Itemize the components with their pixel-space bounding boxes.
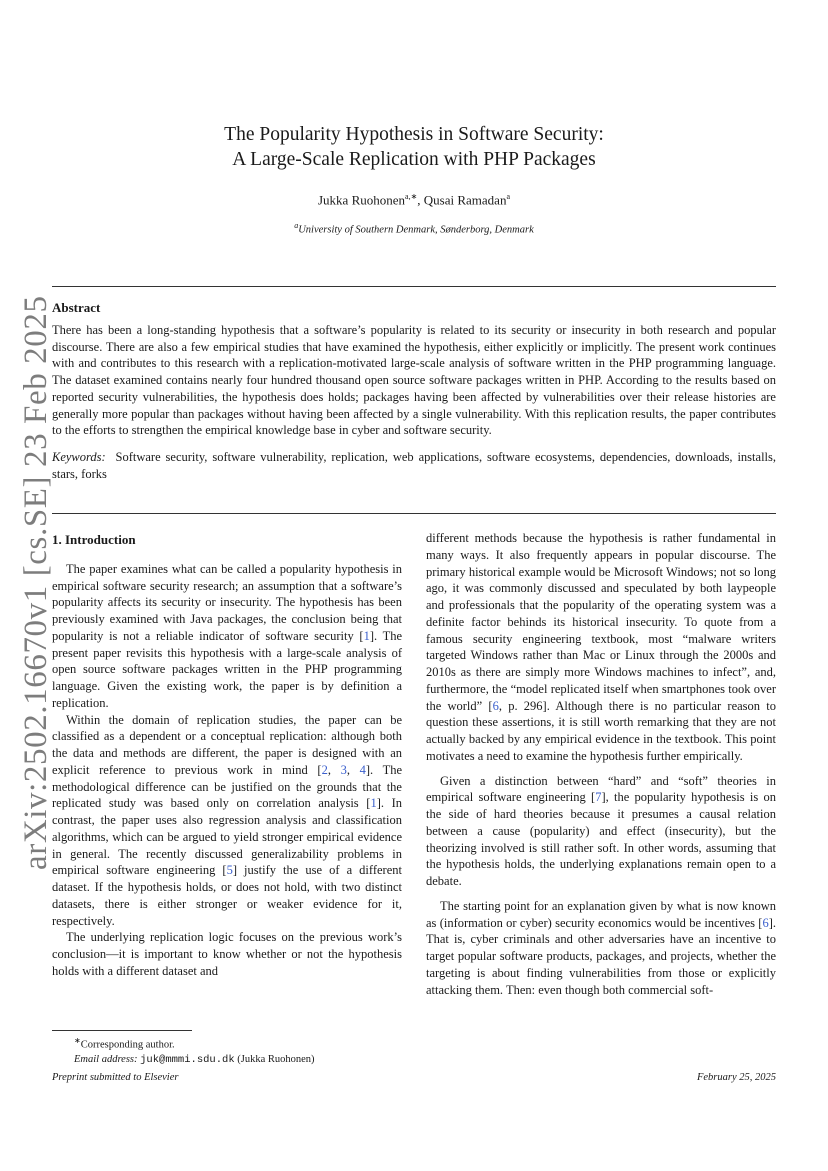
arxiv-identifier-stamp: arXiv:2502.16670v1 [cs.SE] 23 Feb 2025 [18, 295, 54, 870]
footer-date: February 25, 2025 [696, 1072, 776, 1083]
affiliation [52, 221, 776, 236]
citation-link[interactable]: 5 [226, 863, 233, 878]
citation-link[interactable]: 7 [595, 790, 602, 805]
paragraph: The underlying replication logic focuses on the previous work’s conclusion—it is important to know whether or not the hypothesis holds with a different dataset and [52, 930, 402, 978]
abstract-text: There has been a long-standing hypothesis that a software’s popularity is related to its security or insecurity in both research and popular discourse. There are also a few empirical studies that have examined the hypothesis, either explicitly or implicitly. The present work continues with and contributes to this research with a replication-motivated large-scale analysis of software written in the PHP programming language. The dataset examined contains nearly four hundred thousand open source software packages written in PHP. According to the results based on reported security vulnerabilities, the hypothesis does holds; packages having been affected by vulnerabilities over their release histories are generally more popular than packages without having been affected by a single vulnerability. With this replication results, the paper contributes to the efforts to strengthen the empirical knowledge base in cyber and software security. [52, 323, 776, 438]
author-name: Qusai Ramadan [423, 192, 507, 208]
affiliation-text: University of Southern Denmark, Sønderborg, Denmark [298, 224, 534, 236]
abstract [52, 300, 776, 482]
right-column [426, 530, 776, 998]
paragraph: The paper examines what can be called a popularity hypothesis in empirical software security research; an assumption that a software’s popularity affects its security or insecurity. The hypothesis has been previously examined with Java packages, the conclusion being that popularity is not a reliable indicator of software security [1]. The present paper revisits this hypothesis with a large-scale analysis of open source software packages written in the PHP programming language. Given the existing work, the paper is by definition a replication. [52, 561, 403, 710]
paragraph: Given a distinction between “hard” and “soft” theories in empirical software engineering [7], the popularity hypothesis is on the side of hard theories because it presumes a causal relation between a cause (popularity) and effect (insecurity), but the theorizing involved is still rather soft. In other words, assuming that the hypothesis holds, the underlying explanations remain open to a debate. [426, 773, 776, 888]
keywords-text: Software security, software vulnerability, replication, web applications, software ecosystems, dependencies, downloads, installs, stars, forks [52, 449, 777, 481]
affiliation-mark: a [294, 221, 299, 231]
title-block [52, 122, 776, 236]
footnote [52, 1030, 402, 1067]
footnote-mark: ∗ [74, 1036, 81, 1045]
paragraph: different methods because the hypothesis is rather fundamental in many ways. It also frequently appears in popular discourse. The primary historical example would be Microsoft Windows; not so long ago, it was commonly discussed and speculated by both laypeople and professionals that the popularity of the operating system was a definite factor behinds its historical insecurity. To quote from a famous security engineering textbook, most “malware writers targeted Windows rather than Mac or Linux through the 2000s and 2010s as there are simply more Windows machines to infect”, and, furthermore, the “model replicated itself when smartphones took over the world” [6, p. 296]. Although there is no particular reason to question these assertions, it is still worth remarking that they are not actually backed by any empirical evidence in the textbook. This point motivates a need to examine the hypothesis further empirically. [426, 531, 776, 763]
paragraph: Within the domain of replication studies, the paper can be classified as a dependent or a conceptual replication: although both the data and methods are different, the paper is designed with an explicit reference to previous work in mind [2, 3, 4]. The methodological difference can be justified on the grounds that the replicated study was based only on correlation analysis [1]. In contrast, the paper uses also regression analysis and classification algorithms, which can be argued to yield stronger empirical evidence in general. The recently discussed generalizability problems in empirical software engineering [5] justify the use of a different dataset. If the hypothesis holds, or does not hold, with two distinct datasets, there is either stronger or weaker evidence for it, respectively. [52, 712, 403, 928]
footnote-text: Corresponding author. [80, 1039, 175, 1051]
keywords-label: Keywords: [52, 449, 106, 464]
email-owner: (Jukka Ruohonen) [234, 1053, 315, 1065]
footnote-email [52, 1053, 402, 1067]
citation-link[interactable]: 3 [340, 762, 347, 777]
email-address[interactable]: juk@mmmi.sdu.dk [140, 1053, 235, 1066]
title-line-2: A Large-Scale Replication with PHP Packages [232, 149, 596, 170]
author-separator: , [417, 192, 424, 208]
citation-link[interactable]: 1 [363, 628, 370, 643]
title-line-1: The Popularity Hypothesis in Software Security: [224, 124, 604, 145]
abstract-heading: Abstract [52, 300, 101, 315]
author-list [52, 192, 776, 208]
keywords [52, 449, 776, 482]
footnote-rule [52, 1030, 192, 1031]
footer-preprint-note: Preprint submitted to Elsevier [52, 1072, 179, 1083]
author-affiliation-mark: a,∗ [405, 192, 418, 201]
citation-link[interactable]: 6 [492, 698, 499, 713]
paragraph: The starting point for an explanation given by what is now known as (information or cyber) security economics would be incentives [6]. That is, cyber criminals and other adversaries have an incentive to target popular software products, packages, and projects, whether the targeting is about finding vulnerabilities from those or explicitly attacking them. Then: even though both commercial soft- [426, 898, 776, 997]
citation-link[interactable]: 6 [762, 915, 769, 930]
author-name: Jukka Ruohonen [317, 192, 406, 208]
email-label: Email address: [74, 1053, 138, 1065]
footnote-corresponding [52, 1034, 402, 1053]
abstract-top-rule [52, 286, 776, 287]
citation-link[interactable]: 2 [321, 762, 328, 777]
citation-link[interactable]: 1 [370, 796, 377, 811]
left-column [52, 530, 402, 980]
citation-link[interactable]: 4 [359, 762, 366, 777]
abstract-bottom-rule [52, 513, 776, 514]
paper-title [52, 122, 776, 172]
section-heading: 1. Introduction [52, 532, 136, 547]
author-affiliation-mark: a [506, 192, 511, 201]
